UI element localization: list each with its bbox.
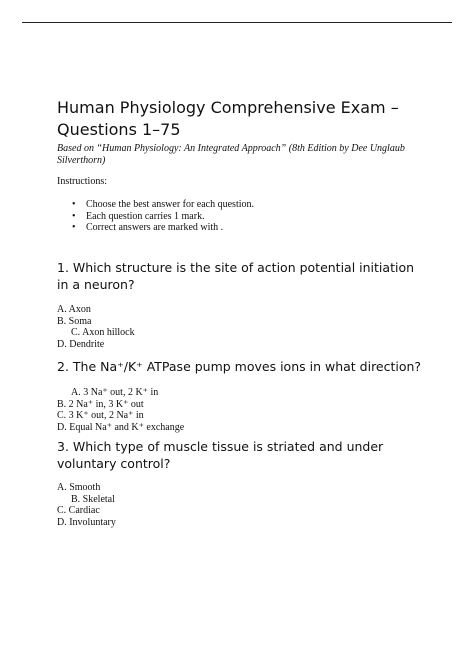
option-a: A. Axon <box>57 304 91 315</box>
question-2-heading: 2. The Na⁺/K⁺ ATPase pump moves ions in what direction? <box>57 359 422 374</box>
instruction-item: • Each question carries 1 mark. <box>57 211 254 223</box>
question-1-options <box>57 304 135 350</box>
option-c: C. 3 K⁺ out, 2 Na⁺ in <box>57 410 144 421</box>
instruction-item: • Choose the best answer for each question. <box>57 199 254 211</box>
question-1-heading: 1. Which structure is the site of action potential initiation in a neuron? <box>57 260 415 292</box>
option-d: D. Equal Na⁺ and K⁺ exchange <box>57 421 185 433</box>
question-3-heading: 3. Which type of muscle tissue is striated and under voluntary control? <box>57 439 384 471</box>
instructions-list <box>57 199 254 234</box>
instructions-label: Instructions: <box>57 176 107 187</box>
exam-title: Human Physiology Comprehensive Exam – Questions 1–75 <box>57 98 399 139</box>
top-rule <box>22 22 452 23</box>
option-d: D. Involuntary <box>57 516 116 528</box>
option-c: C. Axon hillock <box>71 327 135 338</box>
option-c: C. Cardiac <box>57 505 100 516</box>
option-b: B. 2 Na⁺ in, 3 K⁺ out <box>57 398 144 410</box>
question-2-options <box>57 387 184 433</box>
instruction-item: • Correct answers are marked with . <box>57 222 254 234</box>
option-b: B. Skeletal <box>71 493 115 505</box>
question-3-options <box>57 482 116 528</box>
exam-subtitle: Based on “Human Physiology: An Integrated Approach” (8th Edition by Dee Unglaub Silverthorn) <box>57 143 405 166</box>
option-a: A. 3 Na⁺ out, 2 K⁺ in <box>71 387 159 398</box>
option-b: B. Soma <box>57 315 92 327</box>
option-d: D. Dendrite <box>57 338 105 350</box>
option-a: A. Smooth <box>57 482 101 493</box>
